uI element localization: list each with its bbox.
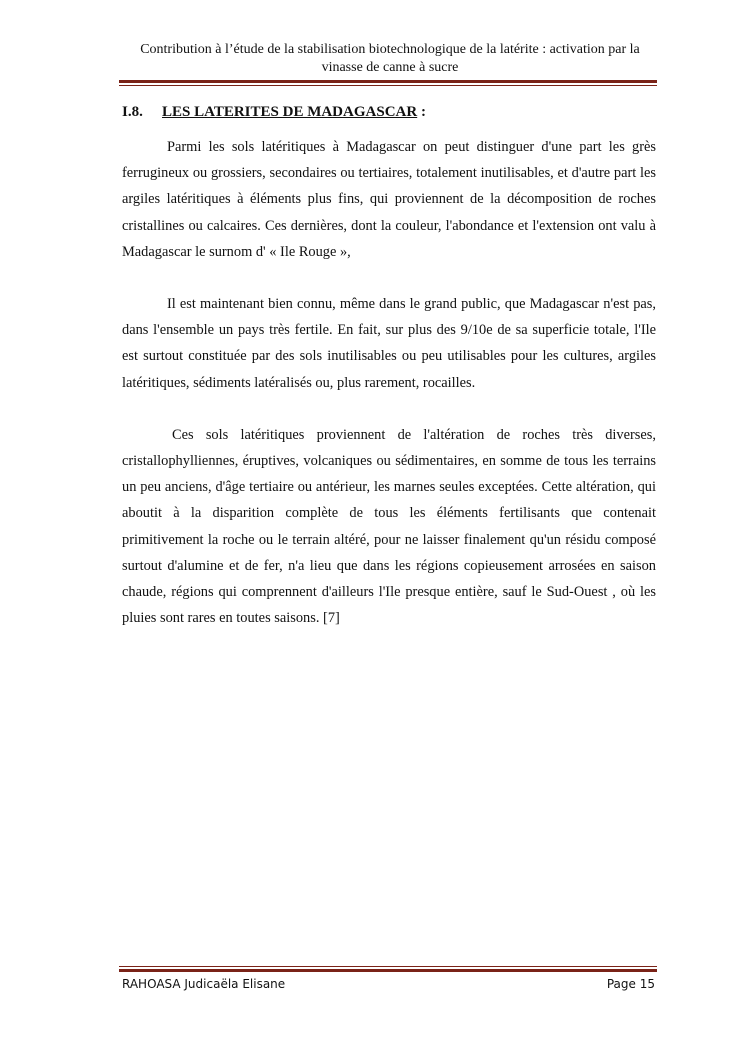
footer-rule-thick [119, 969, 657, 972]
section-title: LES LATERITES DE MADAGASCAR [162, 104, 418, 120]
running-header-title: Contribution à l’étude de la stabilisation biotechnologique de la latérite : activation par la vinasse de canne à sucre [140, 42, 640, 75]
section-number: I.8. [122, 104, 143, 120]
paragraph: Il est maintenant bien connu, même dans le grand public, que Madagascar n'est pas, dans l'ensemble un pays très fertile. En fait, sur plus des 9/10e de sa superficie totale, l'Ile est surtout constituée par des sols inutilisables ou peu utilisables pour les cultures, argiles latéritiques, sédiments latéralisés ou, plus rarement, rocailles. [122, 296, 656, 391]
footer-rule-thin [119, 966, 657, 967]
header-rule-thick [119, 80, 657, 83]
section-title-suffix: : [417, 104, 426, 120]
footer-author: RAHOASA Judicaëla Elisane [122, 977, 286, 991]
body-text [122, 134, 656, 657]
paragraph: Parmi les sols latéritiques à Madagascar on peut distinguer d'une part les grès ferrugineux ou grossiers, secondaires ou tertiaires, totalement inutilisables, et d'autre part les argiles latéritiques à éléments plus fins, qui proviennent de la décomposition de roches cristallines ou calcaires. Ces dernières, dont la couleur, l'abondance et l'extension ont valu à Madagascar le surnom d' « Ile Rouge », [122, 139, 656, 260]
section-heading [122, 104, 426, 121]
page-number: Page 15 [606, 977, 655, 991]
header-rule-thin [119, 85, 657, 86]
paragraph: Ces sols latéritiques proviennent de l'altération de roches très diverses, cristallophylliennes, éruptives, volcaniques ou sédimentaires, en somme de tous les terrains un peu anciens, d'âge tertiaire ou antérieur, les marnes seules exceptées. Cette altération, qui aboutit à la disparition complète de tous les éléments fertilisants que contenait primitivement la roche ou le terrain altéré, pour ne laisser finalement qu'un résidu composé surtout d'alumine et de fer, n'a lieu que dans les régions copieusement arrosées en saison chaude, régions qui comprennent d'ailleurs l'Ile presque entière, sauf le Sud-Ouest , où les pluies sont rares en toutes saisons. [7] [122, 426, 656, 627]
